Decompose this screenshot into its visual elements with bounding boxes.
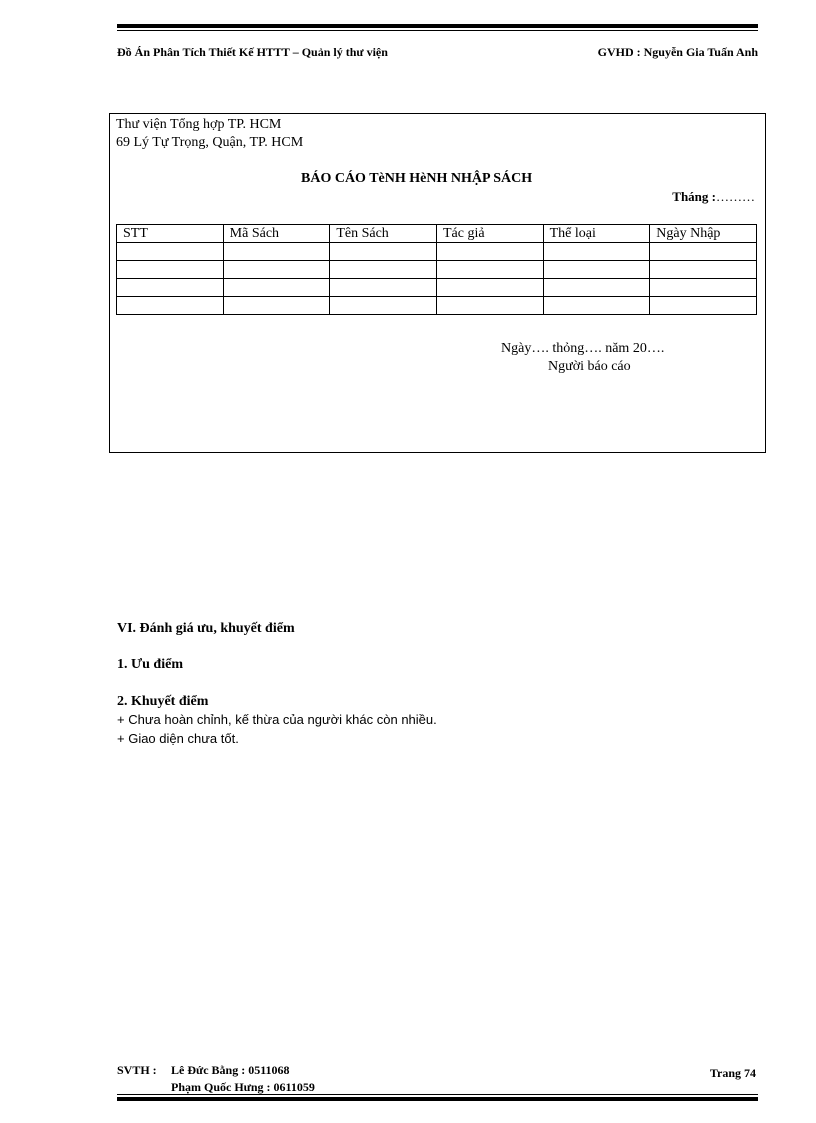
- header-rule-thick: [117, 24, 758, 28]
- table-cell: [330, 297, 437, 315]
- header-rule-thin: [117, 30, 758, 31]
- cons-heading: 2. Khuyết điểm: [117, 694, 209, 709]
- table-cell: [436, 261, 543, 279]
- table-cell: [223, 297, 330, 315]
- footer-rule-thick: [117, 1097, 758, 1101]
- pros-heading: 1. Ưu điểm: [117, 657, 183, 672]
- table-cell: [117, 279, 224, 297]
- table-cell: [436, 243, 543, 261]
- table-cell: [436, 297, 543, 315]
- report-table: [116, 224, 757, 315]
- library-name: Thư viện Tổng hợp TP. HCM: [116, 117, 282, 132]
- table-cell: [543, 279, 650, 297]
- column-header: Tên Sách: [330, 225, 437, 243]
- date-line: Ngày…. thỏng…. năm 20….: [501, 341, 665, 356]
- table-cell: [650, 297, 757, 315]
- student-2: Phạm Quốc Hưng : 0611059: [171, 1080, 315, 1094]
- month-label: Tháng :: [672, 189, 716, 204]
- table-cell: [223, 261, 330, 279]
- column-header: Tác giả: [436, 225, 543, 243]
- document-title: Đồ Án Phân Tích Thiết Kế HTTT – Quản lý thư viện: [117, 45, 388, 59]
- column-header: Ngày Nhập: [650, 225, 757, 243]
- month-field: [672, 189, 755, 205]
- library-address: 69 Lý Tự Trọng, Quận, TP. HCM: [116, 135, 304, 150]
- column-header: Thể loại: [543, 225, 650, 243]
- table-cell: [117, 243, 224, 261]
- table-cell: [650, 243, 757, 261]
- cons-item: + Chưa hoàn chỉnh, kế thừa của người khác còn nhiều.: [117, 712, 437, 727]
- cons-item: + Giao diện chưa tốt.: [117, 731, 239, 746]
- column-header: Mã Sách: [223, 225, 330, 243]
- table-cell: [117, 297, 224, 315]
- footer-rule-thin: [117, 1094, 758, 1095]
- students-label: SVTH :: [117, 1063, 157, 1077]
- table-row: [117, 297, 757, 315]
- table-cell: [650, 261, 757, 279]
- table-cell: [223, 279, 330, 297]
- table-header-row: [117, 225, 757, 243]
- table-cell: [543, 297, 650, 315]
- student-1: Lê Đức Bằng : 0511068: [171, 1063, 290, 1077]
- table-cell: [330, 279, 437, 297]
- table-cell: [436, 279, 543, 297]
- column-header: STT: [117, 225, 224, 243]
- table-row: [117, 243, 757, 261]
- report-title: BÁO CÁO TèNH HèNH NHẬP SÁCH: [301, 171, 533, 186]
- table-cell: [330, 243, 437, 261]
- table-cell: [543, 261, 650, 279]
- table-cell: [330, 261, 437, 279]
- table-cell: [117, 261, 224, 279]
- month-value: ………: [716, 189, 755, 204]
- table-cell: [650, 279, 757, 297]
- advisor-name: GVHD : Nguyễn Gia Tuấn Anh: [597, 45, 758, 59]
- table-row: [117, 261, 757, 279]
- reporter-label: Người báo cáo: [548, 359, 631, 374]
- table-row: [117, 279, 757, 297]
- section-heading: VI. Đánh giá ưu, khuyết điểm: [117, 621, 295, 636]
- page-number: Trang 74: [709, 1066, 756, 1080]
- table-cell: [543, 243, 650, 261]
- table-cell: [223, 243, 330, 261]
